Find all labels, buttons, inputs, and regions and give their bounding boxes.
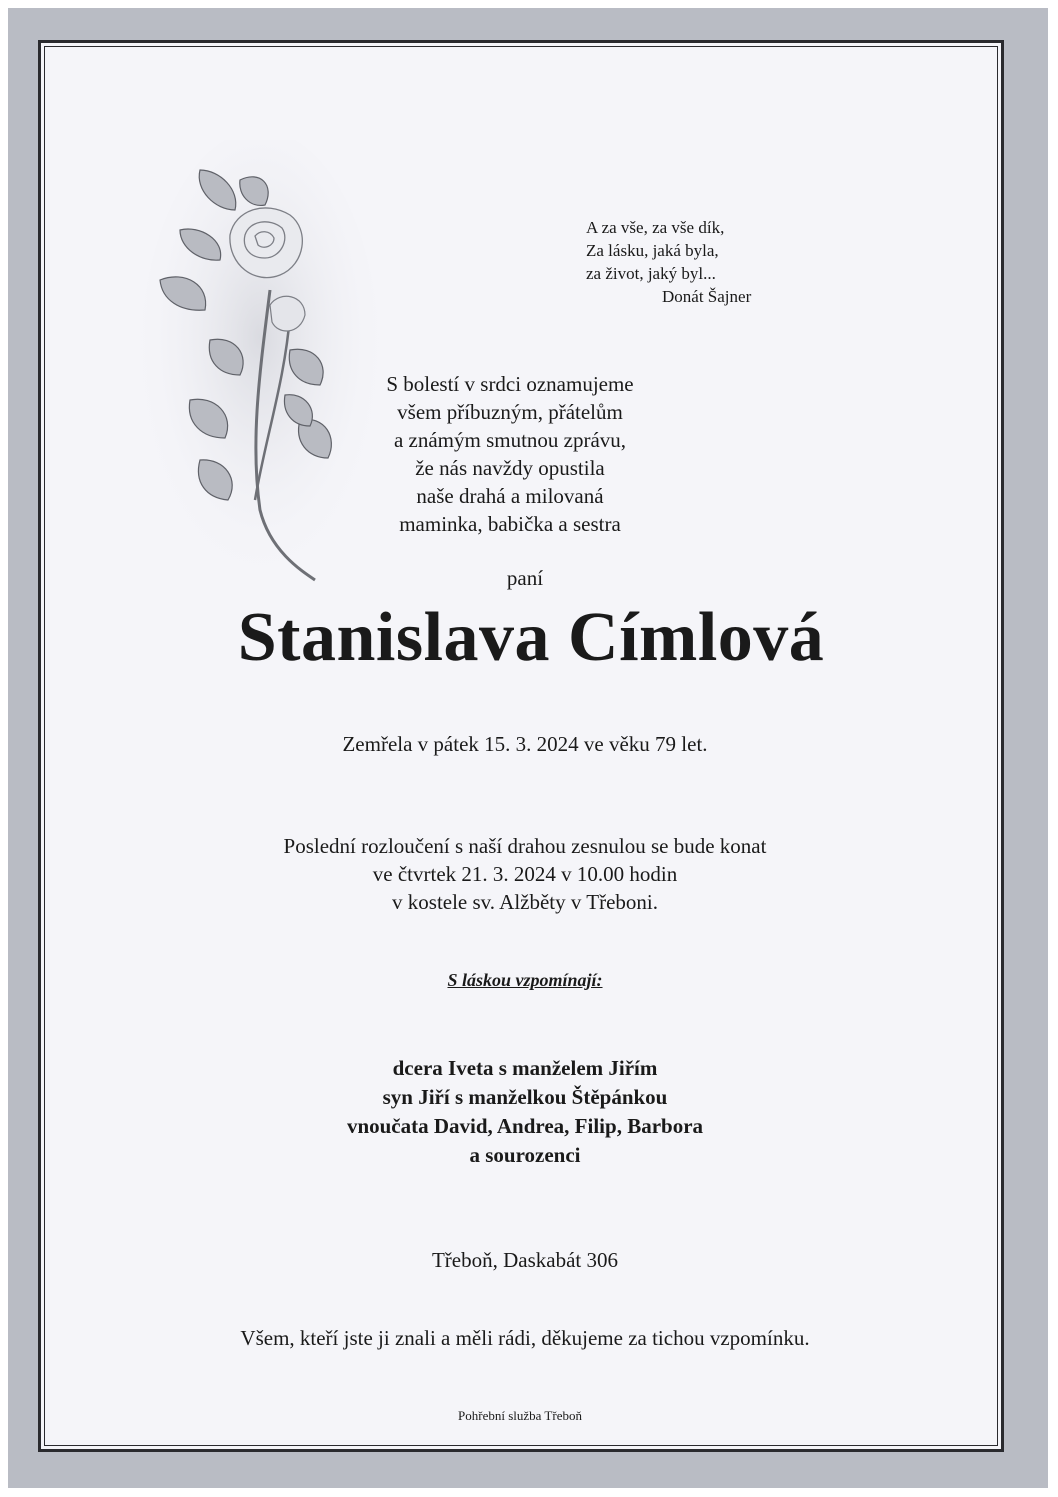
funeral-service-footer: Pohřební služba Třeboň bbox=[458, 1408, 582, 1423]
funeral-line: v kostele sv. Alžběty v Třeboni. bbox=[392, 890, 658, 914]
announcement-line: naše drahá a milovaná bbox=[416, 484, 604, 508]
announcement-line: že nás navždy opustila bbox=[415, 456, 605, 480]
announcement-line: S bolestí v srdci oznamujeme bbox=[386, 372, 634, 396]
quote-line: A za vše, za vše dík, bbox=[586, 218, 725, 237]
mourner-line: dcera Iveta s manželem Jiřím bbox=[392, 1056, 658, 1080]
deceased-name: Stanislava Címlová bbox=[237, 599, 825, 676]
mourner-line: vnoučata David, Andrea, Filip, Barbora bbox=[346, 1114, 704, 1138]
title-prefix: paní bbox=[506, 566, 544, 590]
address: Třeboň, Daskabát 306 bbox=[431, 1248, 619, 1272]
thanks-line: Všem, kteří jste ji znali a měli rádi, děkujeme za tichou vzpomínku. bbox=[240, 1326, 810, 1350]
mourner-line: a sourozenci bbox=[469, 1143, 581, 1167]
quote-author: Donát Šajner bbox=[662, 287, 752, 306]
announcement-text bbox=[340, 370, 680, 538]
quote-line: za život, jaký byl... bbox=[586, 264, 716, 283]
mourners-list bbox=[60, 1054, 990, 1170]
quote-line: Za lásku, jaká byla, bbox=[586, 241, 719, 260]
funeral-details bbox=[60, 832, 990, 916]
announcement-line: maminka, babička a sestra bbox=[399, 512, 621, 536]
announcement-line: a známým smutnou zprávu, bbox=[393, 428, 627, 452]
funeral-line: Poslední rozloučení s naší drahou zesnulou se bude konat bbox=[283, 834, 767, 858]
announcement-line: všem příbuzným, přátelům bbox=[397, 400, 623, 424]
mourner-line: syn Jiří s manželkou Štěpánkou bbox=[382, 1085, 668, 1109]
quote-block bbox=[586, 216, 826, 308]
death-notice: Zemřela v pátek 15. 3. 2024 ve věku 79 let. bbox=[342, 732, 708, 756]
funeral-line: ve čtvrtek 21. 3. 2024 v 10.00 hodin bbox=[372, 862, 678, 886]
remembrance-heading: S láskou vzpomínají: bbox=[447, 970, 603, 990]
